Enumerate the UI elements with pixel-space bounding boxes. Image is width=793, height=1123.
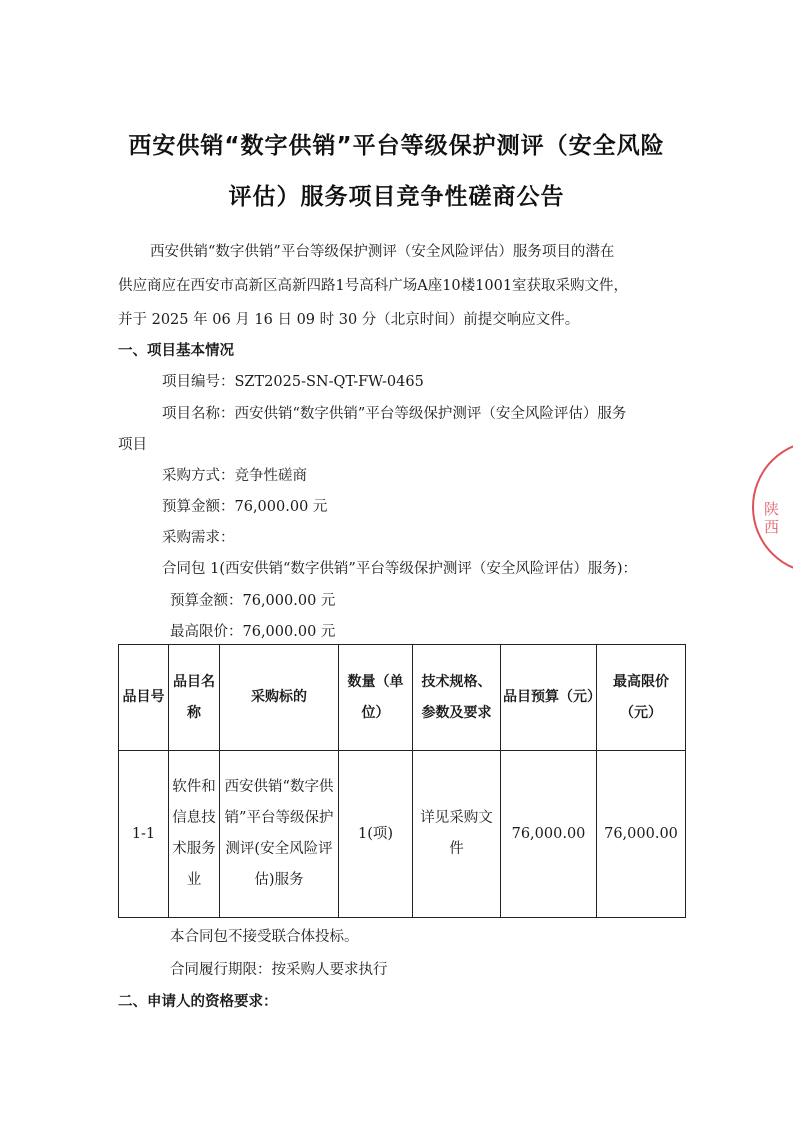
procurement-demand: 采购需求： xyxy=(162,530,235,546)
contract-package: 合同包 1(西安供销“数字供销”平台等级保护测评（安全风险评估）服务)： xyxy=(162,561,637,577)
intro-line-3: 并于 2025 年 06 月 16 日 09 时 30 分（北京时间）前提交响应文件。 xyxy=(118,312,580,328)
header-quantity: 数量（单位） xyxy=(339,645,413,751)
package-max-price: 最高限价：76,000.00 元 xyxy=(170,624,336,640)
header-item-name: 品目名称 xyxy=(169,645,220,751)
document-title-line-2: 评估）服务项目竞争性磋商公告 xyxy=(228,184,565,210)
header-item-no: 品目号 xyxy=(119,645,169,751)
procurement-method: 采购方式：竞争性磋商 xyxy=(162,468,307,484)
cell-procurement-target: 西安供销“数字供销”平台等级保护测评(安全风险评估)服务 xyxy=(220,751,339,918)
header-item-budget: 品目预算（元） xyxy=(501,645,597,751)
cell-item-budget: 76,000.00 xyxy=(501,751,597,918)
cell-max-price: 76,000.00 xyxy=(597,751,686,918)
table-header-row xyxy=(119,645,686,751)
header-specification: 技术规格、参数及要求 xyxy=(413,645,501,751)
section-2-heading: 二、申请人的资格要求： xyxy=(118,994,278,1010)
no-consortium-note: 本合同包不接受联合体投标。 xyxy=(170,929,359,945)
package-budget: 预算金额：76,000.00 元 xyxy=(170,593,336,609)
intro-line-2: 供应商应在西安市高新区高新四路1号高科广场A座10楼1001室获取采购文件， xyxy=(118,278,629,294)
project-number: 项目编号：SZT2025-SN-QT-FW-0465 xyxy=(162,374,424,390)
intro-line-1: 西安供销“数字供销”平台等级保护测评（安全风险评估）服务项目的潜在 xyxy=(150,244,615,260)
table-row xyxy=(119,751,686,918)
seal-text: 陕西 xyxy=(764,500,780,536)
cell-item-name: 软件和信息技术服务业 xyxy=(169,751,220,918)
header-max-price: 最高限价（元） xyxy=(597,645,686,751)
contract-period: 合同履行期限：按采购人要求执行 xyxy=(170,962,388,978)
cell-item-no: 1-1 xyxy=(119,751,169,918)
procurement-items-table xyxy=(118,644,686,918)
section-1-heading: 一、项目基本情况 xyxy=(118,343,234,359)
header-procurement-target: 采购标的 xyxy=(220,645,339,751)
project-name-line-2: 项目 xyxy=(118,437,147,453)
document-title-line-1: 西安供销“数字供销”平台等级保护测评（安全风险 xyxy=(128,133,665,159)
budget-amount: 预算金额：76,000.00 元 xyxy=(162,499,328,515)
cell-specification: 详见采购文件 xyxy=(413,751,501,918)
cell-quantity: 1(项) xyxy=(339,751,413,918)
project-name-line-1: 项目名称：西安供销“数字供销”平台等级保护测评（安全风险评估）服务 xyxy=(162,406,627,422)
